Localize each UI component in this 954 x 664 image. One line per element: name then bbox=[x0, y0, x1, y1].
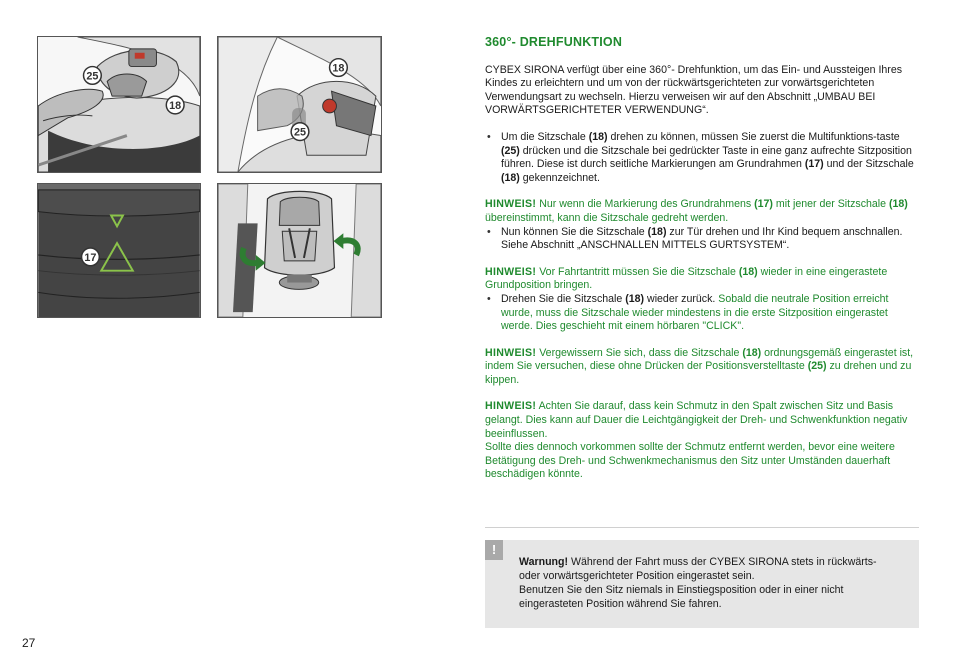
callout-25 bbox=[291, 123, 309, 141]
svg-text:25: 25 bbox=[86, 70, 99, 83]
text-column bbox=[485, 36, 919, 495]
figure-markings-illustration bbox=[38, 184, 200, 317]
bullet-list-1 bbox=[485, 131, 919, 185]
callout-17 bbox=[82, 248, 100, 266]
intro-paragraph: CYBEX SIRONA verfügt über eine 360°- Drehfunktion, um das Ein- und Aussteigen Ihres Kindes zu erleichtern und um von der rückwärtsgerichteten zur vorwärtsgerichteten Verwendungsart zu wechseln. Hierzu verweisen wir auf den Abschnitt „UMBAU BEI VORWÄRTSGERICHTETER VERWENDUNG“. bbox=[485, 63, 903, 117]
figure-tilt-seat bbox=[217, 36, 382, 173]
hinweis-block-4: HINWEIS! Achten Sie darauf, dass kein Schmutz in den Spalt zwischen Sitz und Basis gelangt. Dies kann auf Dauer die Leichtgängigkeit der Dreh- und Schwenkfunktion negativ beeinflussen. Sollte dies dennoch vorkommen sollte der Schmutz entfernt werden, bevor eine weitere Betätigung des Dreh- und Schwenkmechanismus den Sitz unter Umständen dauerhaft beschädigen könnte. bbox=[485, 400, 908, 481]
svg-text:25: 25 bbox=[293, 126, 307, 139]
callout-18 bbox=[330, 59, 348, 77]
warning-exclamation-icon: ! bbox=[485, 540, 503, 560]
figure-rotate-seat-illustration bbox=[218, 184, 381, 317]
warning-text: Warnung! Während der Fahrt muss der CYBEX SIRONA stets in rückwärts- oder vorwärtsgerichteter Position eingerastet sein. Benutzen Sie den Sitz niemals in Einstiegsposition oder in einer nicht eingerasteten Position während Sie fahren. bbox=[519, 556, 877, 610]
figure-markings bbox=[37, 183, 201, 318]
hinweis-paragraph: HINWEIS! Vor Fahrtantritt müssen Sie die Sitzschale (18) wieder in eine eingerastete Grundposition bringen. bbox=[485, 265, 888, 292]
hinweis-block-3: HINWEIS! Vergewissern Sie sich, dass die Sitzschale (18) ordnungsgemäß eingerastet ist, indem Sie versuchen, diese ohne Drücken der Positionsverstelltaste (25) zu drehen und zu kippen. bbox=[485, 346, 914, 386]
bullet-item: • Nun können Sie die Sitzschale (18) zur Tür drehen und Ihr Kind bequem anschnallen. Siehe Abschnitt „ANSCHNALLEN MITTELS GURTSYSTEM“. bbox=[485, 226, 919, 253]
figure-rotate-seat bbox=[217, 183, 382, 318]
warning-box bbox=[485, 540, 919, 628]
svg-text:17: 17 bbox=[84, 251, 97, 264]
figure-tilt-seat-illustration bbox=[218, 37, 381, 172]
hinweis-block-2 bbox=[485, 266, 919, 334]
section-title: 360°- DREHFUNKTION bbox=[485, 35, 623, 49]
page-number: 27 bbox=[22, 636, 36, 650]
figure-press-button bbox=[37, 36, 201, 173]
hinweis-paragraph: HINWEIS! Nur wenn die Markierung des Grundrahmens (17) mit jener der Sitzschale (18) übereinstimmt, kann die Sitzschale gedreht werden. bbox=[485, 198, 908, 224]
callout-25 bbox=[84, 67, 102, 85]
bullet-item: • Um die Sitzschale (18) drehen zu können, müssen Sie zuerst die Multifunktions-taste (25) drücken und die Sitzschale bei gedrückter Taste in eine ganz aufrechte Sitzposition führen. Diese ist durch seitliche Markierungen am Grundrahmen (17) und der Sitzschale (18) gekennzeichnet. bbox=[485, 131, 919, 185]
svg-text:18: 18 bbox=[169, 99, 182, 112]
callout-18 bbox=[166, 96, 184, 114]
divider-line bbox=[485, 527, 919, 528]
bullet-item: • Drehen Sie die Sitzschale (18) wieder zurück. Sobald die neutrale Position erreicht wurde, muss die Sitzschale wieder mindestens in die erste Sitzposition eingerastet werde. Dies geschieht mit einem hörbaren "CLICK". bbox=[485, 293, 919, 334]
hinweis-block-1 bbox=[485, 198, 919, 252]
figure-press-button-illustration bbox=[38, 37, 200, 172]
svg-text:18: 18 bbox=[332, 62, 345, 75]
